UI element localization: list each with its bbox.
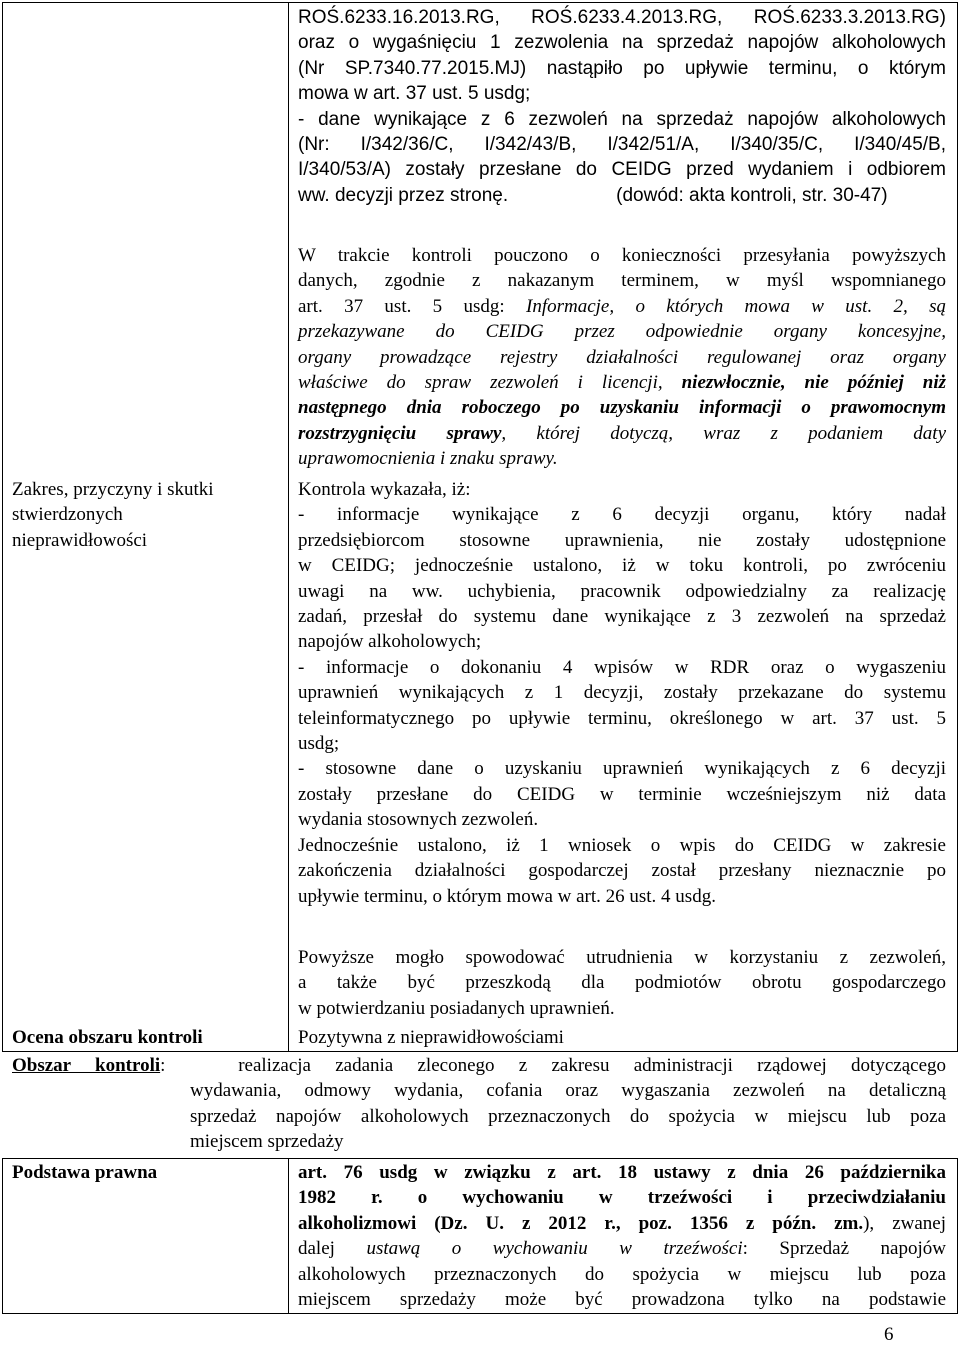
findings-paragraph: [298, 477, 946, 909]
control-area-label: Obszar kontroli: [12, 1055, 161, 1076]
text-line: zostały przesłane do CEIDG w terminie wcześniejszym niż data: [298, 783, 946, 805]
legal-right-border: [957, 1158, 958, 1314]
italic-fragment: ustawą o wychowaniu w trzeźwości: [366, 1238, 743, 1260]
text-line-mixed: [298, 370, 946, 395]
assessment-value: Pozytywna z nieprawidłowościami: [298, 1027, 564, 1048]
text-fragment: ww. decyzji przez stronę.: [298, 184, 509, 206]
text-line: przedsiębiorcom stosowne uprawnienia, nie zostały udostępnione: [298, 529, 946, 551]
row-label-line: Zakres, przyczyny i skutki: [12, 479, 214, 500]
text-line: - dane wynikające z 6 zezwoleń na sprzedaż napojów alkoholowych: [298, 108, 946, 130]
text-line: upływie terminu, o którym mowa w art. 26 ust. 4 usdg.: [298, 885, 716, 907]
table-row-divider-assessment: [2, 1051, 958, 1052]
legal-top-border: [2, 1158, 958, 1159]
text-line-mixed: [298, 1211, 946, 1236]
text-line: W trakcie kontroli pouczono o konieczności przesyłania powyższych: [298, 245, 946, 266]
emphasis-fragment: niezwłocznie, nie później niż: [681, 372, 946, 394]
text-line: 1982 r. o wychowaniu w trzeźwości i przeciwdziałaniu: [298, 1187, 946, 1209]
text-line: teleinformatycznego po upływie terminu, określonego w art. 37 ust. 5: [298, 707, 946, 729]
row-label-irregularities: [12, 477, 278, 553]
quote-fragment: , której dotyczą, wraz z podaniem daty: [501, 422, 947, 444]
bold-fragment: alkoholizmowi (Dz. U. z 2012 r., poz. 1356 z późn. zm.: [298, 1212, 864, 1234]
control-area-colon: :: [160, 1055, 166, 1076]
text-line: - stosowne dane o uzyskaniu uprawnień wynikających z 6 decyzji: [298, 758, 946, 780]
table-top-border: [2, 2, 958, 3]
text-line: wydawania, odmowy wydania, cofania oraz wygaszania zezwoleń na detaliczną: [190, 1080, 946, 1102]
legal-basis-text: [298, 1160, 946, 1312]
text-line-mixed: [298, 1236, 946, 1261]
text-fragment: dalej: [298, 1238, 367, 1260]
text-line-mixed: [298, 294, 946, 319]
findings-continuation: [298, 5, 946, 208]
text-line: w potwierdzaniu posiadanych uprawnień.: [298, 997, 615, 1019]
assessment-label: Ocena obszaru kontroli: [12, 1027, 203, 1048]
text-line: (Nr: I/342/36/C, I/342/43/B, I/342/51/A, I/340/35/C, I/340/45/B,: [298, 134, 946, 156]
text-line: danych, zgodnie z nakazanym terminem, w myśl wspomnianego: [298, 270, 946, 292]
text-line: zakończenia działalności gospodarczej został przesłany nieznacznie po: [298, 860, 946, 882]
consequences-paragraph: [298, 945, 946, 1021]
text-fragment: art. 37 ust. 5 usdg:: [298, 295, 526, 317]
text-line: uprawnień wynikających z 1 decyzji, zostały przekazane do systemu: [298, 682, 946, 704]
legal-column-divider: [288, 1158, 289, 1314]
text-line: miejscem sprzedaży: [190, 1131, 344, 1153]
legal-basis-label: Podstawa prawna: [12, 1162, 158, 1183]
instruction-paragraph: [298, 243, 946, 472]
text-line: sprzedaż napojów alkoholowych przeznaczonych do spożycia w miejscu lub poza: [190, 1105, 946, 1127]
text-line: (Nr SP.7340.77.2015.MJ) nastąpiło po upływie terminu, o którym: [298, 57, 946, 79]
text-line: mowa w art. 37 ust. 5 usdg;: [298, 83, 531, 105]
text-line: - informacje o dokonaniu 4 wpisów w RDR oraz o wygaszeniu: [298, 656, 946, 678]
quote-line: uprawomocnienia i znaku sprawy.: [298, 448, 558, 470]
text-fragment: ), zwanej: [863, 1212, 946, 1234]
text-line: alkoholowych przeznaczonych do spożycia w miejscu lub poza: [298, 1263, 946, 1285]
row-label-line: stwierdzonych: [12, 504, 123, 526]
text-line: art. 76 usdg w związku z art. 18 ustawy z dnia 26 października: [298, 1162, 946, 1183]
text-line: napojów alkoholowych;: [298, 631, 482, 653]
quote-fragment: Informacje, o których mowa w ust. 2, są: [526, 295, 946, 317]
text-line: wydania stosownych zezwoleń.: [298, 809, 539, 831]
text-line-mixed: [298, 421, 946, 446]
row-label-line: nieprawidłowości: [12, 529, 148, 551]
control-area-continuation: [190, 1078, 946, 1154]
emphasis-fragment: rozstrzygnięciu sprawy: [298, 422, 502, 444]
text-line: miejscem sprzedaży może być prowadzona tylko na podstawie: [298, 1289, 946, 1311]
table-right-border: [957, 2, 958, 1052]
text-line: - informacje wynikające z 6 decyzji organu, który nadał: [298, 504, 946, 526]
text-line: oraz o wygaśnięciu 1 zezwolenia na sprzedaż napojów alkoholowych: [298, 32, 946, 54]
quote-line: przekazywane do CEIDG przez odpowiednie organy koncesyjne,: [298, 321, 946, 343]
table-column-divider: [288, 2, 289, 1052]
text-line-with-evidence: [298, 183, 946, 208]
text-line: w CEIDG; jednocześnie ustalono, iż w toku kontroli, po zwróceniu: [298, 555, 946, 577]
quote-fragment: właściwe do spraw zezwoleń i licencji,: [298, 372, 682, 394]
text-line: usdg;: [298, 733, 340, 755]
control-area-text: realizacja zadania zleconego z zakresu administracji rządowej dotyczącego: [238, 1055, 947, 1076]
legal-left-border: [2, 1158, 3, 1314]
text-line: zadań, przesłał do systemu dane wynikające z 3 zezwoleń na sprzedaż: [298, 606, 946, 628]
text-line: Kontrola wykazała, iż:: [298, 479, 471, 500]
text-line: Powyższe mogło spowodować utrudnienia w korzystaniu z zezwoleń,: [298, 947, 946, 968]
page-number: 6: [884, 1324, 894, 1345]
quote-line: organy prowadzące rejestry działalności regulowanej oraz organy: [298, 346, 946, 368]
control-area-first-line: [12, 1053, 946, 1078]
control-area: [12, 1053, 946, 1078]
text-fragment: : Sprzedaż napojów: [742, 1238, 946, 1260]
text-line: ROŚ.6233.16.2013.RG, ROŚ.6233.4.2013.RG, ROŚ.6233.3.2013.RG): [298, 7, 946, 28]
text-line: a także być przeszkodą dla podmiotów obrotu gospodarczego: [298, 972, 946, 994]
text-line: uwagi na ww. uchybienia, pracownik odpowiedzialny za realizację: [298, 580, 946, 602]
table-left-border: [2, 2, 3, 1052]
text-line: Jednocześnie ustalono, iż 1 wniosek o wpis do CEIDG w zakresie: [298, 834, 946, 856]
text-line: I/340/53/A) zostały przesłane do CEIDG przed wydaniem i odbiorem: [298, 159, 946, 181]
legal-bottom-border: [2, 1313, 958, 1314]
evidence-reference: (dowód: akta kontroli, str. 30-47): [616, 184, 888, 206]
emphasis-line: następnego dnia roboczego po uzyskaniu informacji o prawomocnym: [298, 397, 946, 419]
